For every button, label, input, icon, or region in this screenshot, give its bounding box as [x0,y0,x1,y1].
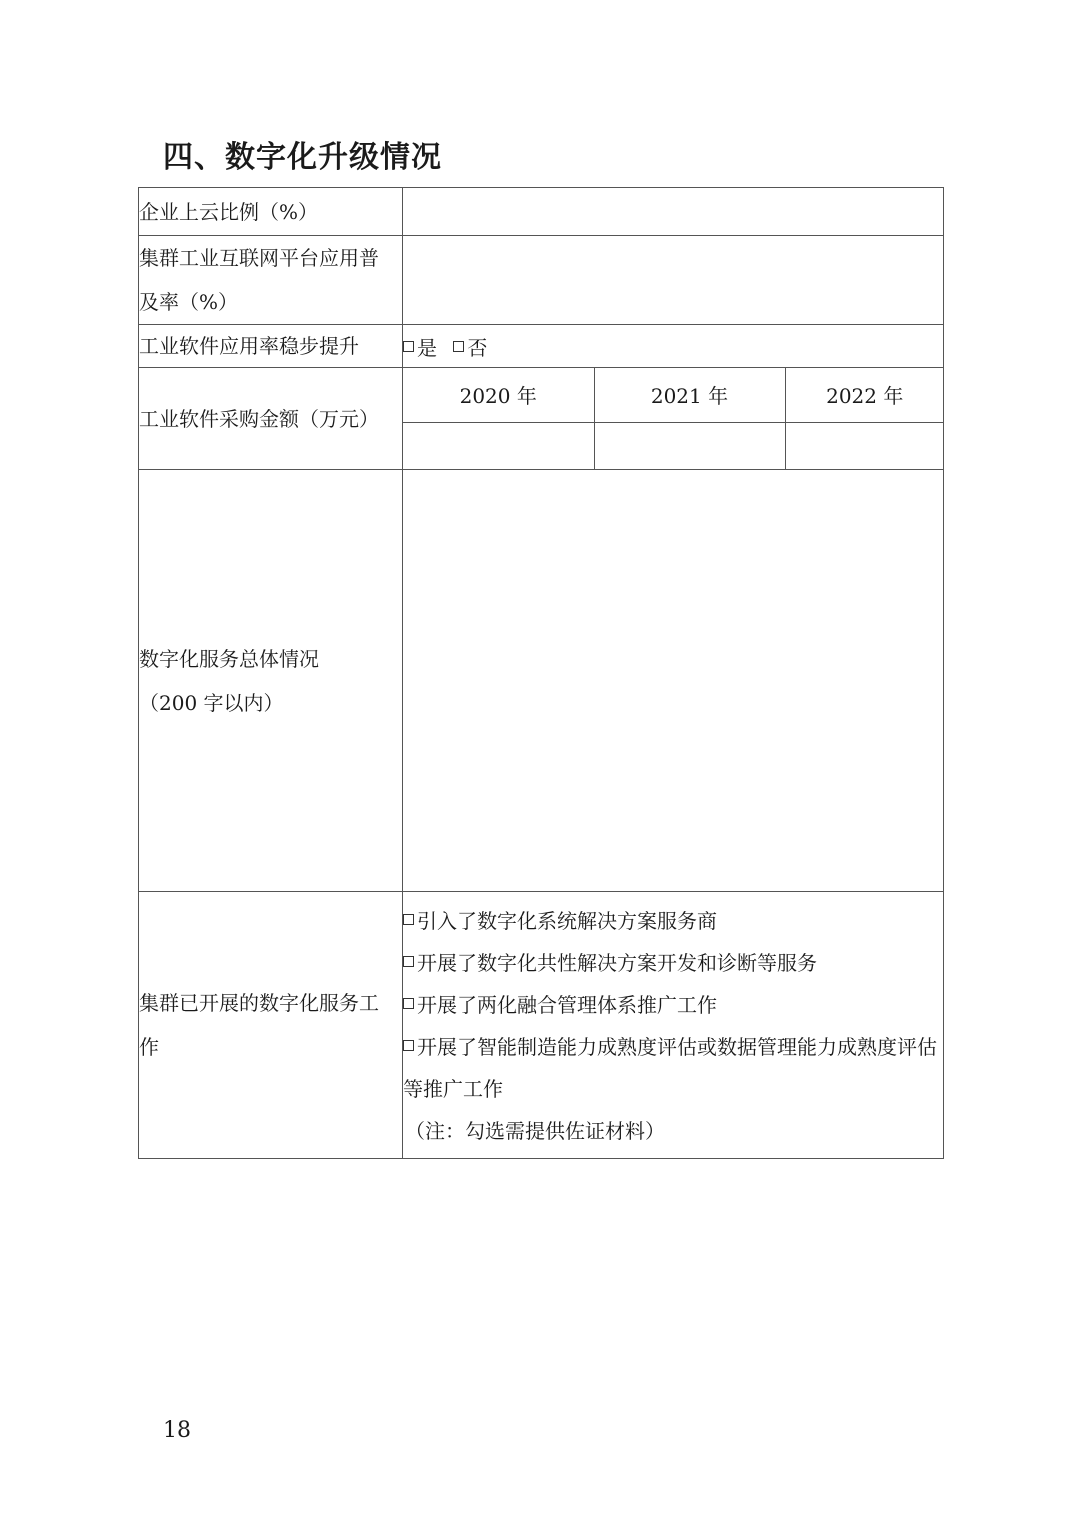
software-amount-label: 工业软件采购金额（万元） [139,368,403,470]
platform-rate-label-line1: 集群工业互联网平台应用普 [139,246,379,270]
work-option-label: 开展了两化融合管理体系推广工作 [417,993,717,1017]
work-option-label: 开展了数字化共性解决方案开发和诊断等服务 [417,951,817,975]
overall-textarea[interactable] [403,470,944,892]
software-amount-grid [403,368,944,470]
cloud-ratio-label: 企业上云比例（%） [139,188,403,236]
year-2022-header: 2022 年 [785,368,944,422]
work-options [403,892,944,1159]
year-2021-input[interactable] [594,422,785,469]
platform-rate-label-line2: 及率（%） [139,290,239,314]
work-label-line2: 作 [139,1035,159,1059]
year-2022-input[interactable] [785,422,944,469]
row-platform-rate [139,236,944,325]
page-number: 18 [163,1418,191,1443]
digital-upgrade-table [138,187,944,1159]
work-option-4[interactable] [403,1026,943,1110]
year-2020-input[interactable] [403,422,594,469]
cloud-ratio-input[interactable] [403,188,944,236]
checkbox-icon [403,1040,414,1051]
section-title: 四、数字化升级情况 [163,140,442,175]
platform-rate-label [139,236,403,325]
work-option-label: 引入了数字化系统解决方案服务商 [417,909,717,933]
work-label-line1: 集群已开展的数字化服务工 [139,991,379,1015]
overall-label [139,470,403,892]
platform-rate-input[interactable] [403,236,944,325]
row-software-amount [139,368,944,470]
checkbox-icon [403,956,414,967]
row-overall [139,470,944,892]
note-text: （注：勾选需提供佐证材料） [405,1119,665,1143]
checkbox-icon [403,341,414,352]
overall-label-line1: 数字化服务总体情况 [139,646,319,671]
yes-option[interactable] [403,336,437,360]
work-option-2[interactable] [403,942,943,984]
work-label [139,892,403,1159]
no-option[interactable] [453,336,487,360]
checkbox-icon [403,914,414,925]
work-option-1[interactable] [403,900,943,942]
work-option-3[interactable] [403,984,943,1026]
year-table [403,368,944,469]
software-rate-options [403,325,944,368]
work-option-label: 开展了智能制造能力成熟度评估或数据管理能力成熟度评估等推广工作 [403,1035,937,1101]
checkbox-icon [453,341,464,352]
row-work [139,892,944,1159]
row-software-rate [139,325,944,368]
row-cloud-ratio [139,188,944,236]
overall-label-line2: （200 字以内） [139,690,284,715]
year-2020-header: 2020 年 [403,368,594,422]
yes-label: 是 [417,335,437,360]
no-label: 否 [467,335,488,360]
year-2021-header: 2021 年 [594,368,785,422]
checkbox-icon [403,998,414,1009]
software-rate-label: 工业软件应用率稳步提升 [139,325,403,368]
